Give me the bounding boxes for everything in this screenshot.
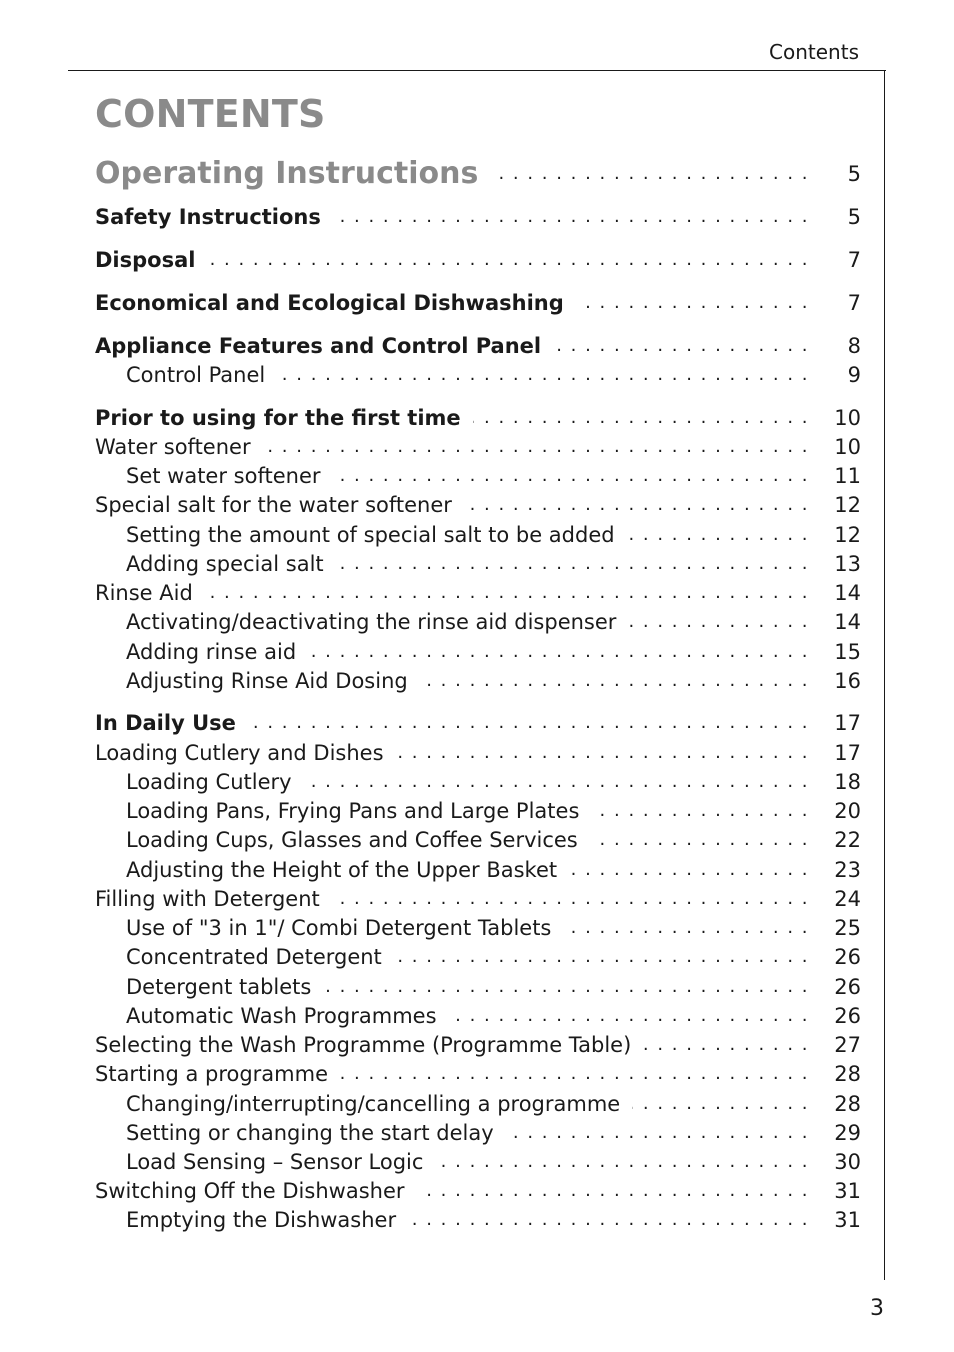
- toc-entry-label: Appliance Features and Control Panel: [95, 334, 542, 358]
- toc-entry-page: 26: [834, 1004, 861, 1028]
- toc-entry-label: Operating Instructions: [95, 156, 479, 191]
- toc-entry[interactable]: [95, 795, 861, 825]
- toc-entry[interactable]: [95, 1117, 861, 1147]
- toc-entry-label: Adding rinse aid: [126, 640, 297, 664]
- dot-leader: [263, 433, 809, 461]
- toc-entry-label: In Daily Use: [95, 711, 236, 735]
- toc-entry[interactable]: [95, 548, 861, 578]
- toc-entry-page: 24: [834, 887, 861, 911]
- toc-entry[interactable]: [95, 1175, 861, 1205]
- dot-leader: [632, 1090, 809, 1118]
- toc-entry[interactable]: [95, 359, 861, 389]
- dot-leader: [207, 246, 809, 274]
- dot-leader: [449, 1002, 809, 1030]
- toc-entry[interactable]: [95, 1146, 861, 1176]
- toc-entry[interactable]: [95, 941, 861, 971]
- dot-leader: [420, 667, 809, 695]
- toc-entry-page: 31: [834, 1208, 861, 1232]
- toc-entry-label: Filling with Detergent: [95, 887, 320, 911]
- toc-entry-label: Switching Off the Dishwasher: [95, 1179, 405, 1203]
- dot-leader: [333, 203, 809, 231]
- toc-entry-page: 28: [834, 1062, 861, 1086]
- toc-entry-label: Emptying the Dishwasher: [126, 1208, 397, 1232]
- dot-leader: [332, 885, 809, 913]
- dot-leader: [308, 638, 809, 666]
- toc-entry-page: 13: [834, 552, 861, 576]
- toc-entry-page: 26: [834, 975, 861, 999]
- dot-leader: [628, 608, 809, 636]
- toc-entry-label: Water softener: [95, 435, 251, 459]
- dot-leader: [563, 914, 809, 942]
- toc-entry[interactable]: [95, 1000, 861, 1030]
- toc-entry-label: Automatic Wash Programmes: [126, 1004, 437, 1028]
- toc-entry-label: Loading Cutlery: [126, 770, 292, 794]
- toc-entry-label: Changing/interrupting/cancelling a programme: [126, 1092, 621, 1116]
- header-rule: [68, 70, 886, 71]
- toc-entry-page: 27: [834, 1033, 861, 1057]
- toc-entry[interactable]: [95, 577, 861, 607]
- dot-leader: [576, 289, 809, 317]
- toc-entry-label: Detergent tablets: [126, 975, 312, 999]
- dot-leader: [473, 404, 809, 432]
- toc-entry-page: 26: [834, 945, 861, 969]
- toc-entry-page: 17: [834, 741, 861, 765]
- toc-entry-label: Adjusting the Height of the Upper Basket: [126, 858, 558, 882]
- toc-entry[interactable]: [95, 431, 861, 461]
- toc-entry[interactable]: [95, 854, 861, 884]
- toc-entry[interactable]: [95, 1029, 861, 1059]
- dot-leader: [417, 1177, 810, 1205]
- toc-entry[interactable]: [95, 402, 861, 432]
- toc-entry-page: 10: [834, 435, 861, 459]
- toc-entry[interactable]: [95, 1058, 861, 1088]
- dot-leader: [205, 579, 809, 607]
- toc-entry-label: Loading Pans, Frying Pans and Large Plates: [126, 799, 580, 823]
- page-title: CONTENTS: [95, 92, 326, 136]
- dot-leader: [336, 550, 809, 578]
- toc-entry-page: 28: [834, 1092, 861, 1116]
- page-number: 3: [870, 1296, 884, 1321]
- toc-entry-page: 11: [834, 464, 861, 488]
- toc-entry-label: Adding special salt: [126, 552, 324, 576]
- toc-entry[interactable]: [95, 201, 861, 231]
- toc-entry-label: Setting the amount of special salt to be added: [126, 523, 615, 547]
- toc-entry-page: 16: [834, 669, 861, 693]
- dot-leader: [394, 943, 809, 971]
- toc-entry-label: Concentrated Detergent: [126, 945, 382, 969]
- toc-entry[interactable]: [95, 636, 861, 666]
- toc-entry-label: Set water softener: [126, 464, 321, 488]
- dot-leader: [277, 361, 809, 389]
- dot-leader: [435, 1148, 809, 1176]
- toc-entry-label: Economical and Ecological Dishwashing: [95, 291, 564, 315]
- dot-leader: [323, 973, 809, 1001]
- toc-entry-label: Safety Instructions: [95, 205, 321, 229]
- toc-entry-label: Load Sensing – Sensor Logic: [126, 1150, 424, 1174]
- toc-entry-page: 22: [834, 828, 861, 852]
- dot-leader: [396, 739, 809, 767]
- dot-leader: [340, 1060, 809, 1088]
- toc-entry[interactable]: [95, 766, 861, 796]
- dot-leader: [627, 521, 809, 549]
- toc-entry[interactable]: [95, 1204, 861, 1234]
- toc-entry-label: Use of "3 in 1"/ Combi Detergent Tablets: [126, 916, 552, 940]
- toc-entry[interactable]: [95, 489, 861, 519]
- toc-entry-label: Activating/deactivating the rinse aid dispenser: [126, 610, 617, 634]
- dot-leader: [333, 462, 810, 490]
- margin-rule: [884, 70, 885, 1280]
- toc-entry-page: 7: [847, 291, 861, 315]
- toc-entry[interactable]: [95, 156, 861, 191]
- toc-entry-page: 8: [847, 334, 861, 358]
- dot-leader: [590, 826, 809, 854]
- toc-entry[interactable]: [95, 460, 861, 490]
- toc-entry[interactable]: [95, 707, 861, 737]
- toc-entry-label: Prior to using for the first time: [95, 406, 461, 430]
- toc-entry-page: 9: [847, 363, 861, 387]
- toc-entry-page: 25: [834, 916, 861, 940]
- dot-leader: [490, 160, 809, 188]
- toc-entry[interactable]: [95, 824, 861, 854]
- toc-entry-label: Rinse Aid: [95, 581, 193, 605]
- toc-entry-page: 14: [834, 610, 861, 634]
- toc-entry[interactable]: [95, 737, 861, 767]
- toc-entry[interactable]: [95, 883, 861, 913]
- toc-entry-label: Special salt for the water softener: [95, 493, 452, 517]
- toc-entry-page: 12: [834, 493, 861, 517]
- dot-leader: [304, 768, 809, 796]
- toc-entry-page: 29: [834, 1121, 861, 1145]
- toc-entry-page: 15: [834, 640, 861, 664]
- toc-entry-page: 30: [834, 1150, 861, 1174]
- toc-entry-page: 5: [847, 162, 861, 186]
- toc-entry[interactable]: [95, 1088, 861, 1118]
- dot-leader: [408, 1206, 809, 1234]
- toc-entry-page: 31: [834, 1179, 861, 1203]
- toc-entry-page: 23: [834, 858, 861, 882]
- running-header: Contents: [769, 40, 859, 64]
- toc-entry-page: 14: [834, 581, 861, 605]
- toc-entry[interactable]: [95, 287, 861, 317]
- dot-leader: [248, 709, 809, 737]
- toc-entry-page: 10: [834, 406, 861, 430]
- toc-entry[interactable]: [95, 330, 861, 360]
- toc-entry-label: Loading Cutlery and Dishes: [95, 741, 384, 765]
- toc-entry[interactable]: [95, 912, 861, 942]
- toc-entry-page: 12: [834, 523, 861, 547]
- dot-leader: [464, 491, 809, 519]
- toc-entry[interactable]: [95, 665, 861, 695]
- toc-entry-label: Loading Cups, Glasses and Coffee Services: [126, 828, 578, 852]
- toc-entry[interactable]: [95, 519, 861, 549]
- toc-entry[interactable]: [95, 606, 861, 636]
- toc-entry-label: Setting or changing the start delay: [126, 1121, 494, 1145]
- dot-leader: [553, 332, 809, 360]
- toc-entry-label: Control Panel: [126, 363, 266, 387]
- toc-entry-page: 17: [834, 711, 861, 735]
- toc-entry[interactable]: [95, 244, 861, 274]
- toc-entry-label: Adjusting Rinse Aid Dosing: [126, 669, 408, 693]
- toc-entry-page: 5: [847, 205, 861, 229]
- toc-entry-page: 20: [834, 799, 861, 823]
- toc-entry[interactable]: [95, 971, 861, 1001]
- toc-entry-label: Starting a programme: [95, 1062, 329, 1086]
- toc-entry-label: Disposal: [95, 248, 196, 272]
- toc-entry-label: Selecting the Wash Programme (Programme Table): [95, 1033, 632, 1057]
- toc-entry-page: 18: [834, 770, 861, 794]
- dot-leader: [643, 1031, 809, 1059]
- dot-leader: [569, 856, 809, 884]
- dot-leader: [591, 797, 809, 825]
- toc-entry-page: 7: [847, 248, 861, 272]
- dot-leader: [506, 1119, 809, 1147]
